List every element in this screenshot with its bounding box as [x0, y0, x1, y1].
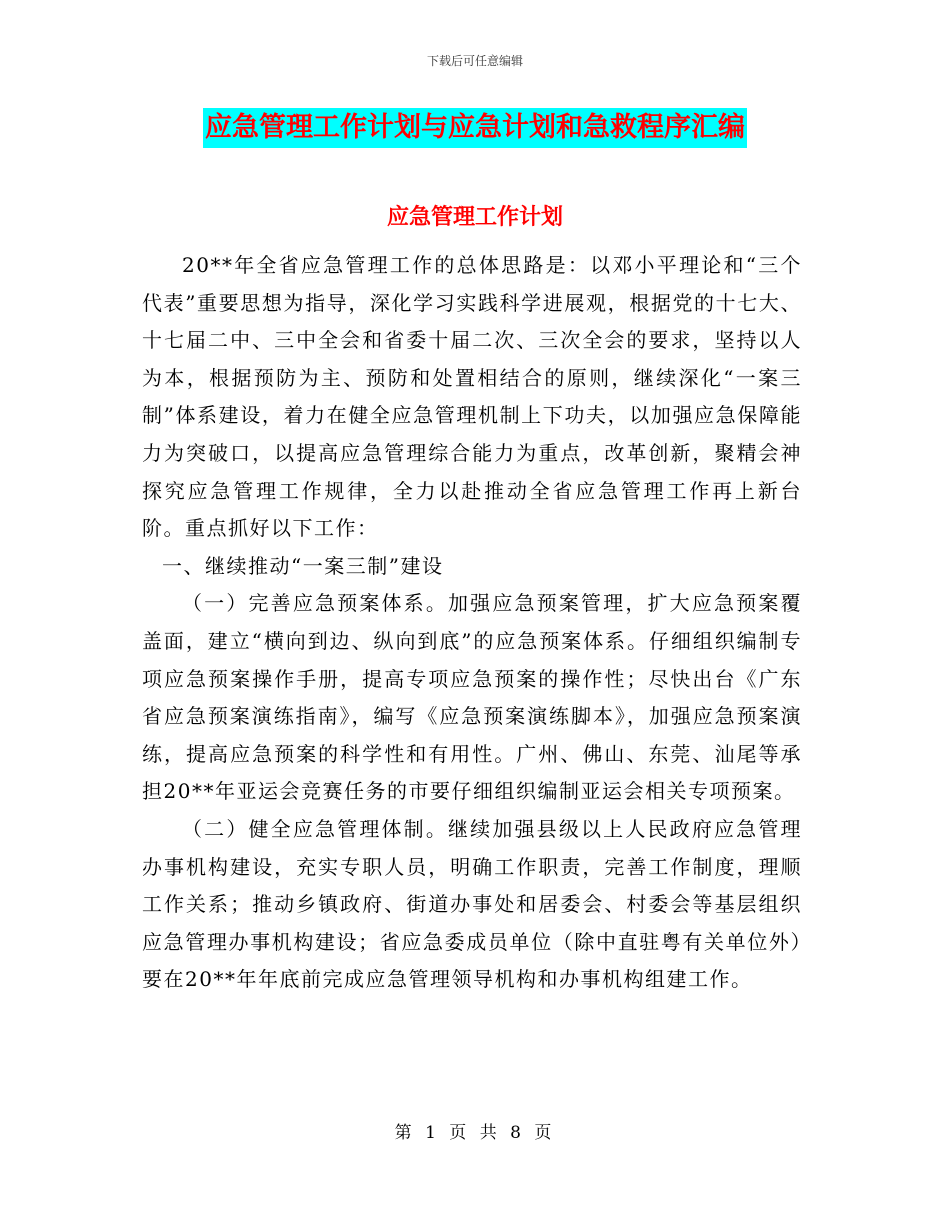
section-title: 应急管理工作计划	[386, 204, 563, 230]
header-note: 下载后可任意编辑	[426, 54, 523, 68]
page-number-footer: 第 1 页 共 8 页	[394, 1123, 556, 1143]
paragraph-plan-system: （一）完善应急预案体系。加强应急预案管理，扩大应急预案覆盖面，建立“横向到边、纵向到底”的应急预案体系。仔细组织编制专项应急预案操作手册，提高专项应急预案的操作性；尽快出台《广东省应急预案演练指南》，编写《应急预案演练脚本》，加强应急预案演练，提高应急预案的科学性和有用性。广州、佛山、东莞、汕尾等承担20**年亚运会竞赛任务的市要仔细组织编制亚运会相关专项预案。	[142, 591, 802, 804]
document-body	[142, 247, 802, 999]
document-title: 应急管理工作计划与应急计划和急救程序汇编	[203, 108, 747, 148]
paragraph-management-system: （二）健全应急管理体制。继续加强县级以上人民政府应急管理办事机构建设，充实专职人员，明确工作职责，完善工作制度，理顺工作关系；推动乡镇政府、街道办事处和居委会、村委会等基层组织应急管理办事机构建设；省应急委成员单位（除中直驻粤有关单位外）要在20**年年底前完成应急管理领导机构和办事机构组建工作。	[142, 816, 802, 992]
title-container	[0, 108, 950, 148]
paragraph-intro: 20**年全省应急管理工作的总体思路是：以邓小平理论和“三个代表”重要思想为指导，深化学习实践科学进展观，根据党的十七大、十七届二中、三中全会和省委十届二次、三次全会的要求，坚持以人为本，根据预防为主、预防和处置相结合的原则，继续深化“一案三制”体系建设，着力在健全应急管理机制上下功夫，以加强应急保障能力为突破口，以提高应急管理综合能力为重点，改革创新，聚精会神探究应急管理工作规律，全力以赴推动全省应急管理工作再上新台阶。重点抓好以下工作：	[142, 253, 802, 541]
paragraph-heading: 一、继续推动“一案三制”建设	[162, 553, 444, 578]
